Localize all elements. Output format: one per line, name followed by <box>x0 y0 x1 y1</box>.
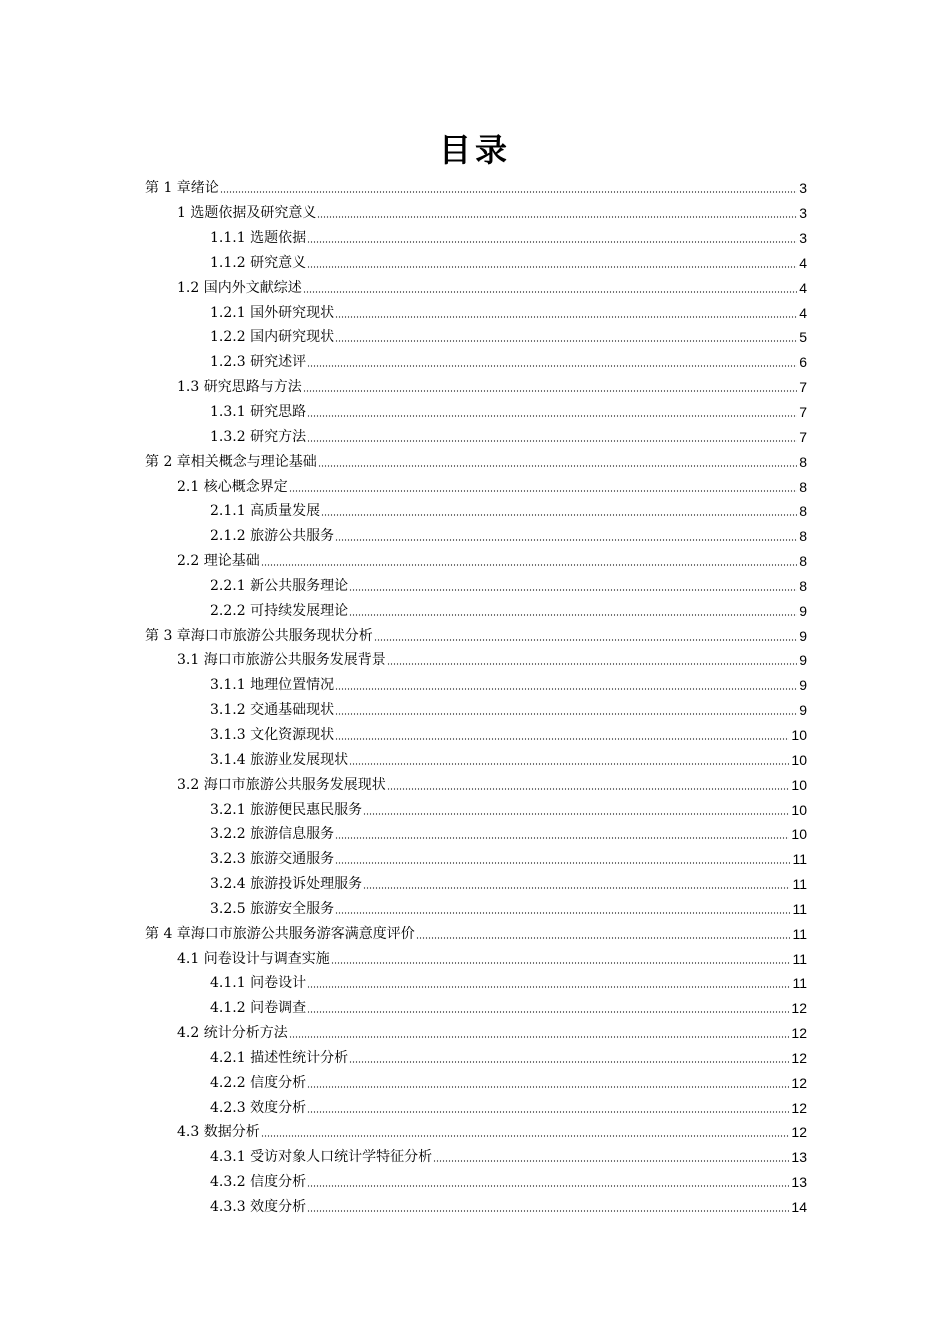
dot-leader <box>307 1110 789 1114</box>
toc-entry-page-number: 9 <box>799 627 807 644</box>
toc-entry-page-number: 13 <box>791 1149 807 1166</box>
dot-leader <box>307 985 790 989</box>
toc-entry-page-number: 10 <box>791 751 807 768</box>
dot-leader <box>307 439 797 443</box>
dot-leader <box>349 588 797 592</box>
dot-leader <box>335 712 797 716</box>
toc-entry[interactable] <box>0 822 950 847</box>
dot-leader <box>349 613 797 617</box>
toc-entry[interactable] <box>0 201 950 226</box>
toc-entry-page-number: 3 <box>799 230 807 247</box>
dot-leader <box>335 687 797 691</box>
toc-entry[interactable] <box>0 424 950 449</box>
toc-entry-page-number: 10 <box>791 826 807 843</box>
toc-entry-label: 1.3 研究思路与方法 <box>177 379 302 396</box>
dot-leader <box>335 538 797 542</box>
dot-leader <box>307 1209 789 1213</box>
toc-entry[interactable] <box>0 549 950 574</box>
toc-entry-label: 2.1.1 高质量发展 <box>210 503 321 520</box>
toc-entry[interactable] <box>0 1046 950 1071</box>
dot-leader <box>307 364 797 368</box>
toc-entry-label: 4.1.2 问卷调查 <box>210 1000 307 1017</box>
dot-leader <box>335 836 789 840</box>
toc-entry[interactable] <box>0 574 950 599</box>
toc-entry-page-number: 9 <box>799 702 807 719</box>
toc-entry-page-number: 3 <box>799 180 807 197</box>
toc-entry-page-number: 12 <box>791 1074 807 1091</box>
toc-entry-page-number: 12 <box>791 1000 807 1017</box>
dot-leader <box>433 1159 789 1163</box>
toc-entry-label: 1.1.2 研究意义 <box>210 254 307 271</box>
toc-entry-label: 4.3 数据分析 <box>177 1124 260 1141</box>
toc-entry[interactable] <box>0 1170 950 1195</box>
toc-entry[interactable] <box>0 648 950 673</box>
toc-entry[interactable] <box>0 1070 950 1095</box>
toc-entry-page-number: 9 <box>799 602 807 619</box>
toc-entry-label: 2.2.2 可持续发展理论 <box>210 602 349 619</box>
toc-entry[interactable] <box>0 896 950 921</box>
toc-entry-page-number: 7 <box>799 404 807 421</box>
toc-entry-page-number: 10 <box>791 776 807 793</box>
toc-entry-page-number: 3 <box>799 205 807 222</box>
dot-leader <box>307 1184 789 1188</box>
dot-leader <box>335 315 797 319</box>
toc-entry-page-number: 11 <box>792 851 807 868</box>
toc-entry-page-number: 12 <box>791 1025 807 1042</box>
toc-entry[interactable] <box>0 698 950 723</box>
toc-entry[interactable] <box>0 971 950 996</box>
toc-entry-page-number: 12 <box>791 1099 807 1116</box>
toc-entry[interactable] <box>0 872 950 897</box>
toc-entry-page-number: 4 <box>799 254 807 271</box>
dot-leader <box>307 1085 789 1089</box>
toc-entry-label: 1.2.3 研究述评 <box>210 354 307 371</box>
dot-leader <box>307 240 797 244</box>
toc-entry-label: 1.2.1 国外研究现状 <box>210 304 335 321</box>
toc-entry-label: 3.1 海口市旅游公共服务发展背景 <box>177 652 386 669</box>
toc-entry-label: 2.2.1 新公共服务理论 <box>210 577 349 594</box>
dot-leader <box>335 339 797 343</box>
toc-entry-page-number: 11 <box>792 900 807 917</box>
toc-entry-label: 3.2.5 旅游安全服务 <box>210 900 335 917</box>
dot-leader <box>387 787 790 791</box>
toc-entry-label: 3.1.4 旅游业发展现状 <box>210 751 349 768</box>
dot-leader <box>317 215 797 219</box>
toc-entry-page-number: 10 <box>791 726 807 743</box>
toc-entry-page-number: 10 <box>791 801 807 818</box>
toc-entry-label: 3.2.2 旅游信息服务 <box>210 826 335 843</box>
toc-entry-page-number: 9 <box>799 677 807 694</box>
toc-entry[interactable] <box>0 1021 950 1046</box>
toc-entry[interactable] <box>0 623 950 648</box>
dot-leader <box>349 1060 789 1064</box>
dot-leader <box>335 861 790 865</box>
toc-entry-label: 4.3.3 效度分析 <box>210 1199 307 1216</box>
toc-entry-label: 1.3.2 研究方法 <box>210 428 307 445</box>
toc-entry[interactable] <box>0 723 950 748</box>
toc-entry[interactable] <box>0 176 950 201</box>
toc-entry[interactable] <box>0 1195 950 1220</box>
toc-entry-label: 3.1.3 文化资源现状 <box>210 726 335 743</box>
dot-leader <box>307 414 797 418</box>
toc-entry-label: 第 3 章海口市旅游公共服务现状分析 <box>145 627 373 644</box>
toc-entry[interactable] <box>0 1095 950 1120</box>
toc-entry-label: 4.3.1 受访对象人口统计学特征分析 <box>210 1149 433 1166</box>
toc-entry-page-number: 8 <box>799 577 807 594</box>
toc-entry-page-number: 11 <box>792 925 807 942</box>
toc-entry-label: 3.2.1 旅游便民惠民服务 <box>210 801 363 818</box>
toc-entry[interactable] <box>0 772 950 797</box>
dot-leader <box>220 190 797 194</box>
toc-entry[interactable] <box>0 797 950 822</box>
toc-entry-label: 4.2 统计分析方法 <box>177 1025 288 1042</box>
toc-entry[interactable] <box>0 375 950 400</box>
toc-entry[interactable] <box>0 300 950 325</box>
toc-entry-label: 第 2 章相关概念与理论基础 <box>145 453 317 470</box>
toc-entry[interactable] <box>0 474 950 499</box>
toc-entry-label: 1.2 国内外文献综述 <box>177 279 302 296</box>
dot-leader <box>307 1010 789 1014</box>
toc-entry-page-number: 11 <box>792 975 807 992</box>
toc-entry-page-number: 11 <box>792 876 807 893</box>
toc-entry[interactable] <box>0 325 950 350</box>
dot-leader <box>307 265 797 269</box>
toc-list <box>0 176 950 1219</box>
toc-entry-page-number: 8 <box>799 553 807 570</box>
toc-entry[interactable] <box>0 673 950 698</box>
toc-entry-page-number: 8 <box>799 453 807 470</box>
dot-leader <box>374 638 797 642</box>
dot-leader <box>363 886 790 890</box>
toc-entry[interactable] <box>0 996 950 1021</box>
toc-entry-label: 3.2 海口市旅游公共服务发展现状 <box>177 776 386 793</box>
dot-leader <box>331 961 791 965</box>
toc-entry-label: 2.2 理论基础 <box>177 553 260 570</box>
toc-entry-page-number: 13 <box>791 1174 807 1191</box>
dot-leader <box>335 737 789 741</box>
toc-entry-label: 2.1 核心概念界定 <box>177 478 288 495</box>
toc-entry-label: 4.3.2 信度分析 <box>210 1174 307 1191</box>
toc-entry[interactable] <box>0 747 950 772</box>
dot-leader <box>416 936 791 940</box>
toc-entry-label: 1.3.1 研究思路 <box>210 404 307 421</box>
toc-entry-label: 3.1.2 交通基础现状 <box>210 702 335 719</box>
toc-entry[interactable] <box>0 350 950 375</box>
toc-entry[interactable] <box>0 946 950 971</box>
toc-entry-page-number: 7 <box>799 379 807 396</box>
toc-entry[interactable] <box>0 251 950 276</box>
toc-entry-page-number: 4 <box>799 279 807 296</box>
dot-leader <box>335 911 790 915</box>
toc-entry[interactable] <box>0 847 950 872</box>
toc-entry-label: 第 4 章海口市旅游公共服务游客满意度评价 <box>145 925 415 942</box>
toc-entry-label: 2.1.2 旅游公共服务 <box>210 528 335 545</box>
toc-entry-label: 3.1.1 地理位置情况 <box>210 677 335 694</box>
toc-entry-label: 4.2.3 效度分析 <box>210 1099 307 1116</box>
toc-entry-page-number: 12 <box>791 1124 807 1141</box>
toc-entry[interactable] <box>0 499 950 524</box>
toc-entry-label: 4.2.2 信度分析 <box>210 1074 307 1091</box>
toc-entry[interactable] <box>0 921 950 946</box>
dot-leader <box>303 389 797 393</box>
toc-entry[interactable] <box>0 275 950 300</box>
toc-entry[interactable] <box>0 1120 950 1145</box>
toc-entry-label: 1.1.1 选题依据 <box>210 230 307 247</box>
dot-leader <box>318 464 797 468</box>
dot-leader <box>289 489 797 493</box>
toc-entry-label: 1 选题依据及研究意义 <box>177 205 317 222</box>
toc-entry-page-number: 8 <box>799 478 807 495</box>
toc-entry-label: 3.2.3 旅游交通服务 <box>210 851 335 868</box>
toc-entry-label: 1.2.2 国内研究现状 <box>210 329 335 346</box>
toc-entry-page-number: 5 <box>799 329 807 346</box>
toc-entry-page-number: 12 <box>791 1049 807 1066</box>
dot-leader <box>261 1134 790 1138</box>
toc-entry-page-number: 7 <box>799 428 807 445</box>
toc-entry-label: 4.1.1 问卷设计 <box>210 975 307 992</box>
dot-leader <box>363 812 789 816</box>
toc-entry-page-number: 6 <box>799 354 807 371</box>
toc-entry[interactable] <box>0 226 950 251</box>
toc-entry-label: 3.2.4 旅游投诉处理服务 <box>210 876 363 893</box>
dot-leader <box>289 1035 790 1039</box>
toc-entry[interactable] <box>0 400 950 425</box>
toc-entry-page-number: 4 <box>799 304 807 321</box>
toc-entry-page-number: 9 <box>799 652 807 669</box>
toc-entry[interactable] <box>0 449 950 474</box>
dot-leader <box>349 762 789 766</box>
dot-leader <box>321 513 797 517</box>
dot-leader <box>303 290 797 294</box>
toc-entry[interactable] <box>0 1145 950 1170</box>
toc-entry-label: 4.2.1 描述性统计分析 <box>210 1049 349 1066</box>
toc-entry-page-number: 8 <box>799 528 807 545</box>
toc-title: 目录 <box>438 131 511 169</box>
toc-entry[interactable] <box>0 598 950 623</box>
toc-entry-page-number: 14 <box>791 1199 807 1216</box>
dot-leader <box>387 662 797 666</box>
toc-entry-page-number: 11 <box>792 950 807 967</box>
dot-leader <box>261 563 797 567</box>
toc-entry-label: 第 1 章绪论 <box>145 180 219 197</box>
toc-entry-page-number: 8 <box>799 503 807 520</box>
toc-entry[interactable] <box>0 524 950 549</box>
toc-entry-label: 4.1 问卷设计与调查实施 <box>177 950 330 967</box>
